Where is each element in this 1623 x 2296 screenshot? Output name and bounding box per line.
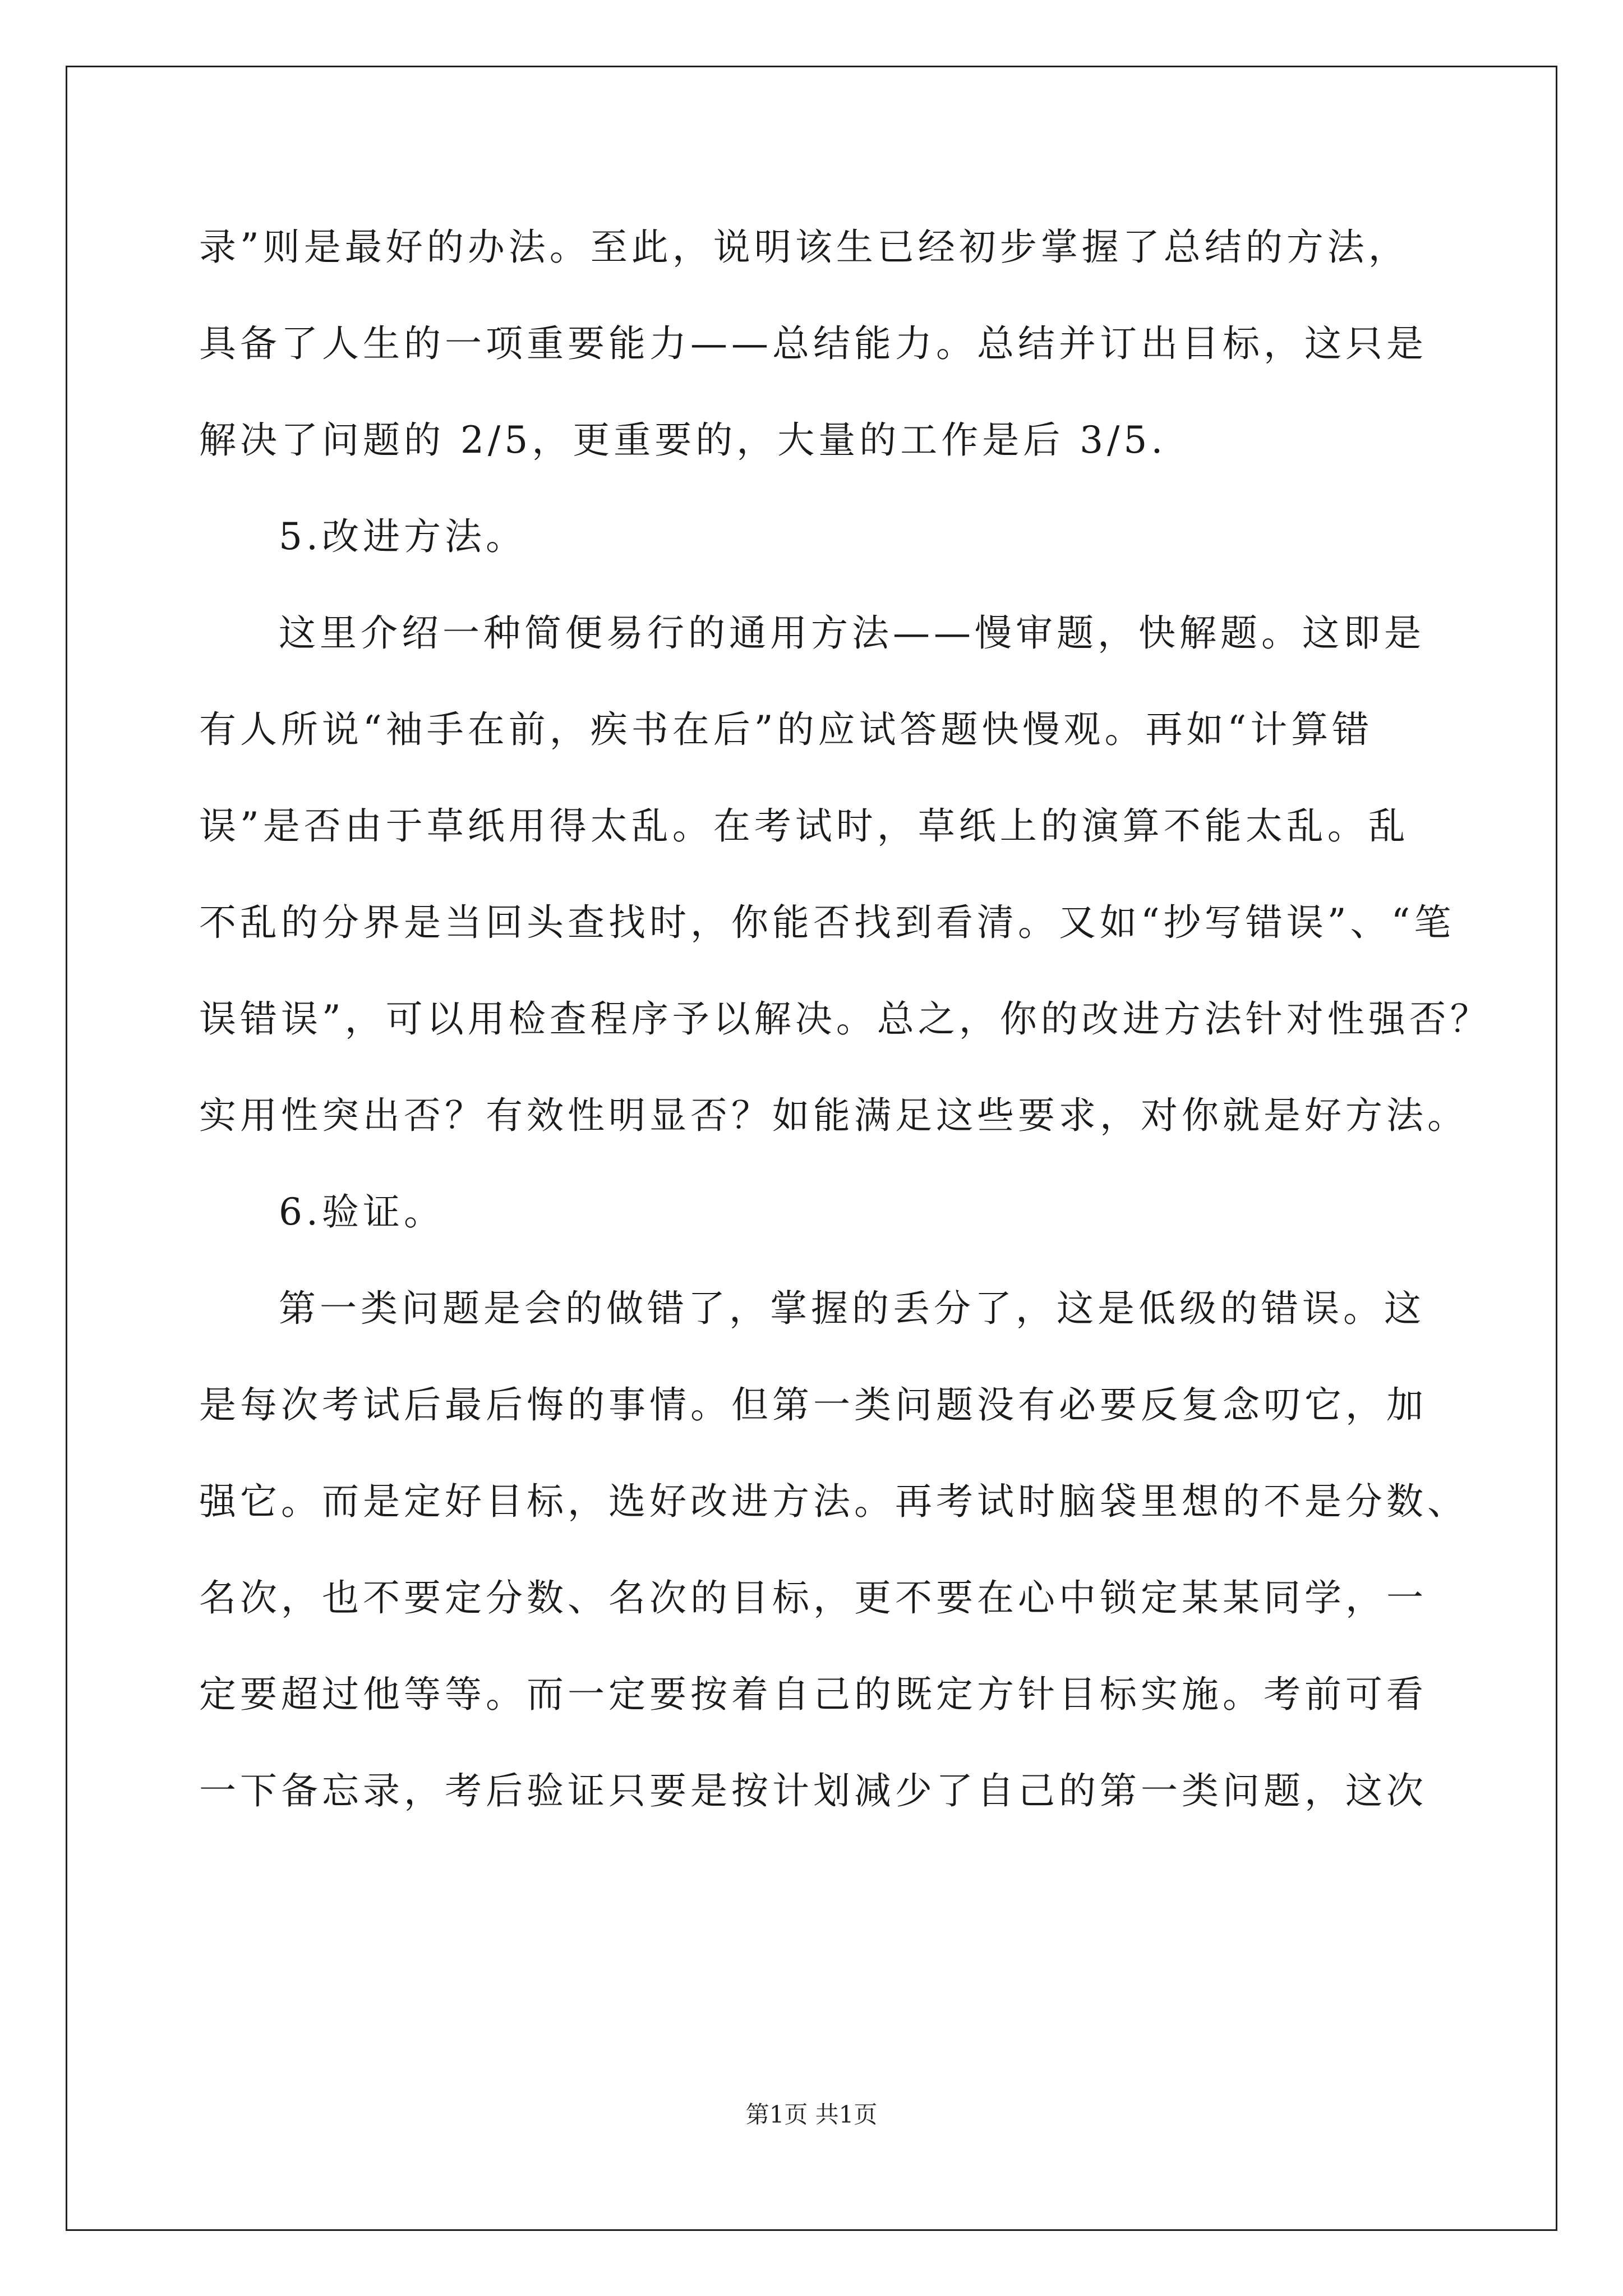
text-line-16: 定要超过他等等。而一定要按着自己的既定方针目标实施。考前可看: [199, 1673, 1427, 1716]
text-line-8: 不乱的分界是当回头查找时，你能否找到看清。又如“抄写错误”、“笔: [199, 901, 1455, 944]
text-line-9: 误错误”，可以用检查程序予以解决。总之，你的改进方法针对性强否？: [199, 997, 1491, 1041]
page-footer: [0, 2098, 1623, 2132]
document-body: [199, 199, 1491, 1839]
text-line-2: 具备了人生的一项重要能力——总结能力。总结并订出目标，这只是: [199, 322, 1427, 365]
text-line-17: 一下备忘录，考后验证只要是按计划减少了自己的第一类问题，这次: [199, 1769, 1427, 1812]
page-number-label: 第1页 共1页: [745, 2101, 878, 2128]
text-line-3: 解决了问题的 2/5，更重要的，大量的工作是后 3/5.: [199, 418, 1167, 462]
text-line-12: 第一类问题是会的做错了，掌握的丢分了，这是低级的错误。这: [279, 1287, 1425, 1330]
text-line-5: 这里介绍一种简便易行的通用方法——慢审题，快解题。这即是: [279, 611, 1425, 655]
text-line-6: 有人所说“袖手在前，疾书在后”的应试答题快慢观。再如“计算错: [199, 708, 1373, 751]
text-line-14: 强它。而是定好目标，选好改进方法。再考试时脑袋里想的不是分数、: [199, 1480, 1468, 1523]
text-line-10: 实用性突出否？有效性明显否？如能满足这些要求，对你就是好方法。: [199, 1094, 1468, 1137]
section-heading-improve-method: 5.改进方法。: [279, 515, 527, 558]
text-line-1: 录”则是最好的办法。至此，说明该生已经初步掌握了总结的方法，: [199, 226, 1409, 269]
text-line-15: 名次，也不要定分数、名次的目标，更不要在心中锁定某某同学，一: [199, 1576, 1427, 1619]
text-line-7: 误”是否由于草纸用得太乱。在考试时，草纸上的演算不能太乱。乱: [199, 804, 1409, 848]
section-heading-verify: 6.验证。: [279, 1190, 445, 1234]
text-line-13: 是每次考试后最后悔的事情。但第一类问题没有必要反复念叨它，加: [199, 1383, 1427, 1427]
